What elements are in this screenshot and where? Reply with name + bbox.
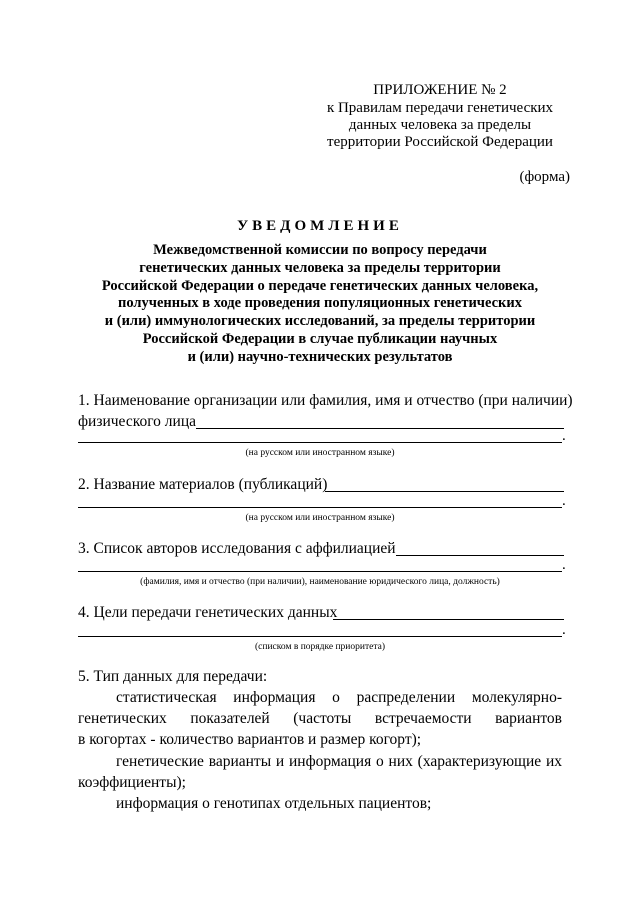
item-5-option-b-cont: коэффициенты); — [78, 774, 186, 791]
document-subtitle — [80, 242, 560, 367]
subtitle-line: Российской Федерации о передаче генетических данных человека, — [101, 277, 539, 294]
subtitle-line: Межведомственной комиссии по вопросу передачи — [153, 242, 487, 258]
item-4-field-2[interactable] — [78, 636, 562, 637]
item-5-option-a: статистическая информация о распределении молекулярно- — [116, 689, 562, 706]
item-3-field[interactable] — [396, 555, 564, 556]
item-5-option-a-cont: генетических показателей (частоты встречаемости вариантов — [78, 710, 562, 727]
item-2-hint: (на русском или иностранном языке) — [245, 513, 395, 523]
item-5-label: 5. Тип данных для передачи: — [78, 668, 268, 685]
item-1-hint: (на русском или иностранном языке) — [245, 448, 395, 458]
subtitle-line: и (или) научно-технических результатов — [187, 348, 453, 365]
item-4-label: 4. Цели передачи генетических данных — [78, 604, 338, 621]
field-period: . — [562, 622, 566, 638]
field-period: . — [562, 557, 566, 573]
item-1-label: 1. Наименование организации или фамилия, имя и отчество (при наличии) — [78, 392, 573, 409]
item-3-hint: (фамилия, имя и отчество (при наличии), наименование юридического лица, должность) — [140, 577, 500, 587]
appendix-ref-line: данных человека за пределы — [348, 117, 532, 133]
item-1-field-2[interactable] — [78, 442, 562, 443]
item-4-field[interactable] — [333, 619, 564, 620]
appendix-ref-line: к Правилам передачи генетических — [326, 100, 554, 116]
item-2-field[interactable] — [325, 491, 564, 492]
item-3-label: 3. Список авторов исследования с аффилиацией — [78, 540, 396, 557]
subtitle-line: полученных в ходе проведения популяционных генетических — [117, 295, 522, 312]
form-label: (форма) — [519, 169, 570, 185]
field-period: . — [562, 493, 566, 509]
item-5-option-b: генетические варианты и информация о них (характеризующие их — [116, 753, 562, 770]
appendix-number: ПРИЛОЖЕНИЕ № 2 — [373, 82, 507, 98]
field-period: . — [562, 428, 566, 444]
item-5-option-c: информация о генотипах отдельных пациентов; — [116, 795, 432, 812]
item-2-label: 2. Название материалов (публикаций) — [78, 476, 328, 493]
item-5-option-a-cont: в когортах - количество вариантов и размер когорт); — [78, 731, 422, 748]
appendix-ref-line: территории Российской Федерации — [327, 134, 553, 150]
item-1-field[interactable] — [196, 428, 564, 429]
item-4-hint: (списком в порядке приоритета) — [255, 642, 385, 652]
item-1-label-cont: физического лица — [78, 413, 196, 430]
subtitle-line: генетических данных человека за пределы территории — [139, 259, 501, 276]
item-3-field-2[interactable] — [78, 571, 562, 572]
item-2-field-2[interactable] — [78, 507, 562, 508]
document-title: УВЕДОМЛЕНИЕ — [237, 218, 403, 234]
subtitle-line: Российской Федерации в случае публикации научных — [142, 330, 498, 347]
subtitle-line: и (или) иммунологических исследований, за пределы территории — [104, 313, 536, 330]
